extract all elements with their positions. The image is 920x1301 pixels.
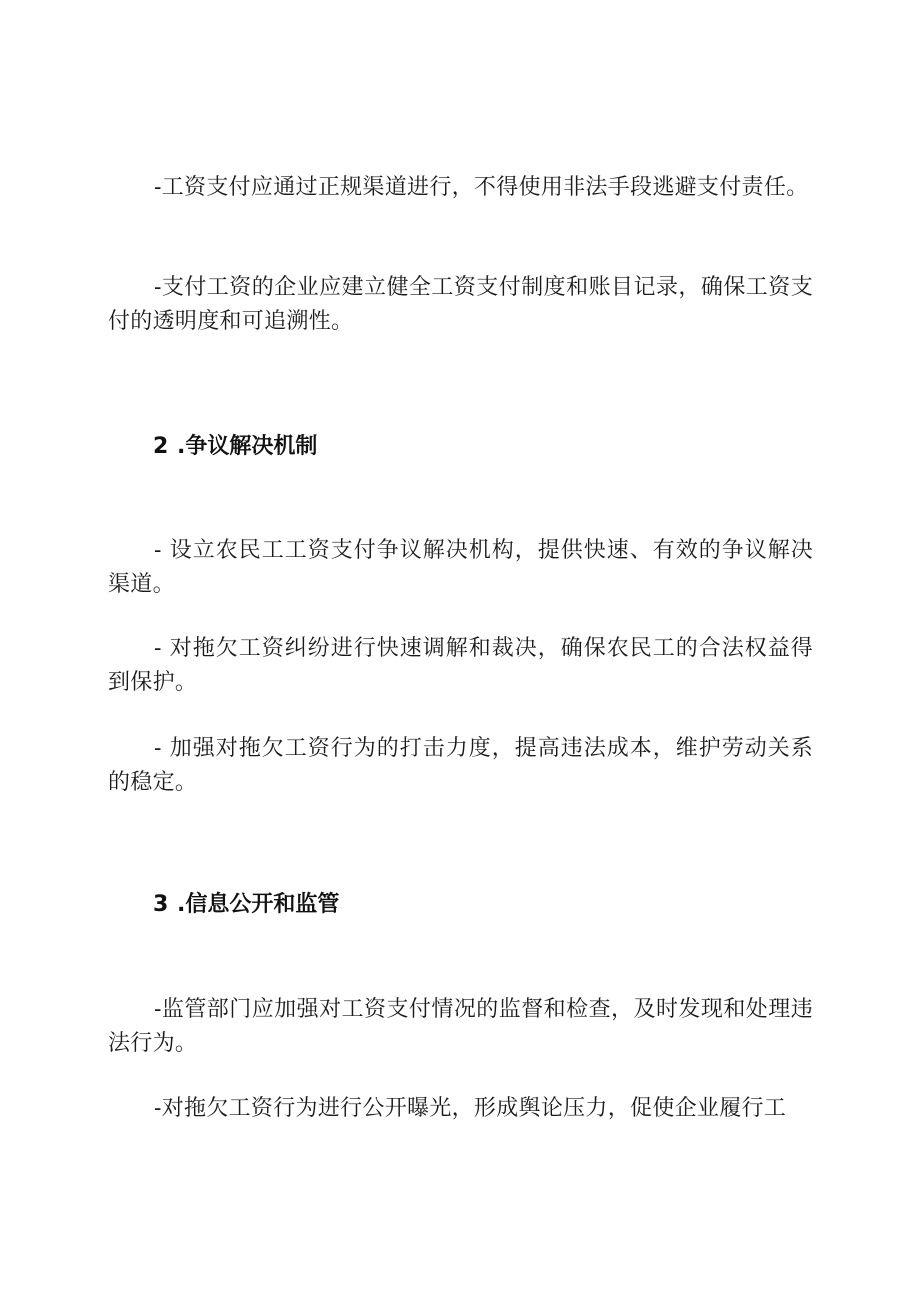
list-item: -对拖欠工资行为进行公开曝光，形成舆论压力，促使企业履行工 <box>154 1096 787 1121</box>
list-item: - 加强对拖欠工资行为的打击力度，提高违法成本，维护劳动关系的稳定。 <box>108 736 813 795</box>
list-item: - 对拖欠工资纠纷进行快速调解和裁决，确保农民工的合法权益得到保护。 <box>108 636 813 695</box>
section-heading <box>153 890 339 920</box>
paragraph: -工资支付应通过正规渠道进行，不得使用非法手段逃避支付责任。 <box>154 175 809 200</box>
section-number: 2 <box>153 434 169 459</box>
section-title: .争议解决机制 <box>177 434 318 459</box>
paragraph: -支付工资的企业应建立健全工资支付制度和账目记录，确保工资支付的透明度和可追溯性。 <box>108 275 813 334</box>
section-heading <box>153 432 317 462</box>
section-title: .信息公开和监管 <box>177 892 340 917</box>
section-number: 3 <box>153 892 169 917</box>
list-item: - 设立农民工工资支付争议解决机构，提供快速、有效的争议解决渠道。 <box>108 538 813 597</box>
list-item: -监管部门应加强对工资支付情况的监督和检查，及时发现和处理违法行为。 <box>108 997 813 1056</box>
